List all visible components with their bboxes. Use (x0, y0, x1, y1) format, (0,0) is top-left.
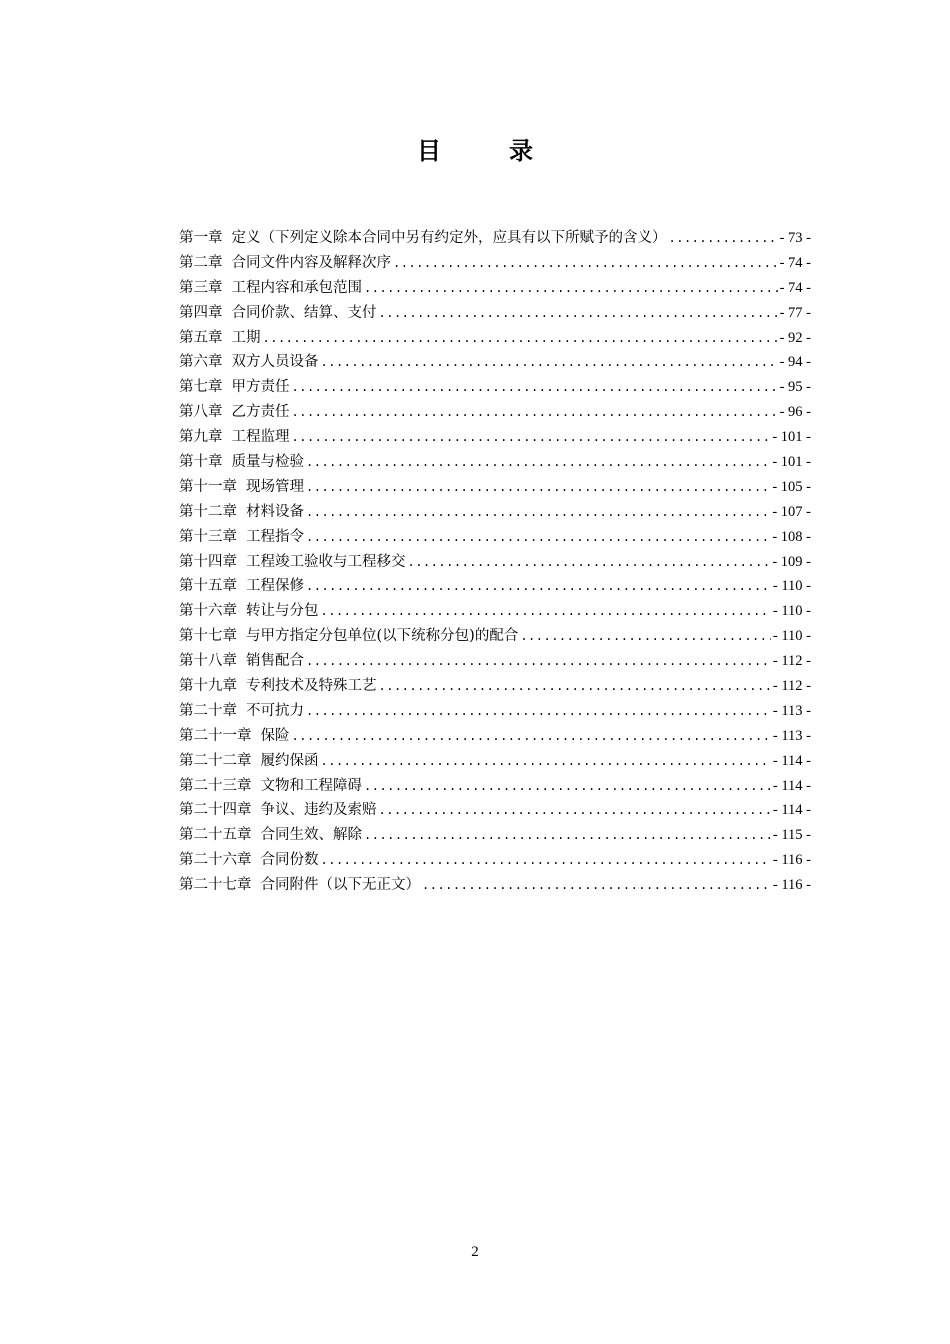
toc-entry[interactable] (179, 574, 811, 599)
table-of-contents (179, 226, 811, 898)
toc-dot-leader (321, 749, 771, 774)
toc-chapter-number: 第八章 (179, 404, 223, 421)
toc-chapter-title: 材料设备 (246, 503, 304, 520)
toc-entry[interactable] (179, 674, 811, 699)
toc-dot-leader (364, 823, 771, 848)
toc-entry[interactable] (179, 774, 811, 799)
toc-chapter-title: 合同份数 (260, 852, 319, 869)
toc-chapter-number: 第九章 (179, 429, 223, 446)
toc-page-number: - 101 - (772, 429, 811, 446)
toc-entry[interactable] (179, 276, 811, 301)
toc-page-number: - 94 - (779, 354, 811, 371)
toc-dot-leader (292, 724, 771, 749)
toc-chapter-number: 第十九章 (179, 678, 237, 695)
toc-chapter-title: 保险 (260, 727, 290, 744)
toc-chapter-number: 第十七章 (179, 628, 237, 645)
toc-entry[interactable] (179, 251, 811, 276)
toc-dot-leader (306, 450, 770, 475)
toc-page-number: - 74 - (779, 279, 811, 296)
toc-chapter-number: 第十八章 (179, 653, 237, 670)
toc-entry[interactable] (179, 749, 811, 774)
toc-chapter-title: 工程监理 (231, 429, 290, 446)
toc-chapter-title: 乙方责任 (231, 404, 290, 421)
toc-dot-leader (306, 649, 771, 674)
toc-chapter-title: 合同价款、结算、支付 (231, 304, 377, 321)
toc-chapter-title: 工程竣工验收与工程移交 (246, 553, 406, 570)
toc-entry[interactable] (179, 798, 811, 823)
toc-chapter-number: 第十二章 (179, 503, 237, 520)
toc-chapter-title: 合同文件内容及解释次序 (231, 254, 391, 271)
toc-page-number: - 113 - (772, 727, 811, 744)
toc-chapter-number: 第二章 (179, 254, 223, 271)
toc-dot-leader (408, 550, 771, 575)
toc-chapter-title: 与甲方指定分包单位(以下统称分包)的配合 (246, 628, 519, 645)
toc-chapter-title: 合同附件（以下无正文） (260, 877, 420, 894)
toc-chapter-number: 第二十六章 (179, 852, 252, 869)
toc-chapter-title: 双方人员设备 (231, 354, 319, 371)
toc-chapter-title: 销售配合 (246, 653, 304, 670)
toc-entry[interactable] (179, 599, 811, 624)
toc-page-number: - 110 - (772, 603, 811, 620)
toc-chapter-title: 工程保修 (246, 578, 304, 595)
toc-page-number: - 116 - (772, 877, 811, 894)
toc-entry[interactable] (179, 550, 811, 575)
toc-page-number: - 112 - (772, 653, 811, 670)
toc-page-number: - 112 - (772, 678, 811, 695)
toc-entry[interactable] (179, 425, 811, 450)
toc-page-number: - 101 - (772, 454, 811, 471)
toc-dot-leader (306, 574, 771, 599)
toc-page-number: - 109 - (772, 553, 811, 570)
toc-entry[interactable] (179, 873, 811, 898)
toc-entry[interactable] (179, 301, 811, 326)
toc-chapter-number: 第二十七章 (179, 877, 252, 894)
toc-page-number: - 114 - (772, 777, 811, 794)
toc-page-number: - 77 - (779, 304, 811, 321)
toc-page-number: - 105 - (772, 478, 811, 495)
toc-chapter-number: 第十五章 (179, 578, 237, 595)
toc-dot-leader (321, 848, 771, 873)
toc-chapter-title: 争议、违约及索赔 (260, 802, 377, 819)
toc-chapter-number: 第一章 (179, 230, 223, 246)
toc-dot-leader (321, 599, 771, 624)
toc-chapter-title: 质量与检验 (231, 454, 304, 471)
toc-chapter-number: 第十章 (179, 454, 223, 471)
toc-page-number: - 110 - (772, 578, 811, 595)
toc-chapter-title: 合同生效、解除 (260, 827, 362, 844)
toc-dot-leader (364, 276, 778, 301)
toc-chapter-title: 履约保函 (260, 752, 319, 769)
toc-chapter-number: 第三章 (179, 279, 223, 296)
toc-entry[interactable] (179, 624, 811, 649)
toc-dot-leader (379, 798, 771, 823)
toc-chapter-number: 第二十五章 (179, 827, 252, 844)
toc-dot-leader (306, 475, 770, 500)
toc-chapter-title: 现场管理 (246, 478, 304, 495)
toc-page-number: - 116 - (772, 852, 811, 869)
toc-dot-leader (422, 873, 771, 898)
toc-chapter-title: 甲方责任 (231, 379, 290, 396)
toc-page-number: - 110 - (772, 628, 811, 645)
toc-entry[interactable] (179, 724, 811, 749)
toc-chapter-number: 第二十三章 (179, 777, 252, 794)
toc-chapter-title: 定义（下列定义除本合同中另有约定外，应具有以下所赋予的含义） (231, 230, 667, 246)
toc-chapter-number: 第五章 (179, 329, 223, 346)
toc-chapter-number: 第七章 (179, 379, 223, 396)
toc-chapter-number: 第六章 (179, 354, 223, 371)
toc-entry[interactable] (179, 699, 811, 724)
toc-page-number: - 114 - (772, 802, 811, 819)
toc-chapter-number: 第四章 (179, 304, 223, 321)
toc-dot-leader (393, 251, 778, 276)
toc-page-number: - 114 - (772, 752, 811, 769)
toc-page-number: - 92 - (779, 329, 811, 346)
toc-dot-leader (520, 624, 771, 649)
toc-dot-leader (669, 226, 778, 251)
toc-chapter-number: 第十六章 (179, 603, 237, 620)
page-title: 目录 (417, 136, 601, 165)
toc-chapter-title: 文物和工程障碍 (260, 777, 362, 794)
page-number: 2 (471, 1244, 479, 1260)
toc-chapter-number: 第二十二章 (179, 752, 252, 769)
toc-page-number: - 74 - (779, 254, 811, 271)
toc-chapter-title: 工程指令 (246, 528, 304, 545)
toc-chapter-number: 第十四章 (179, 553, 237, 570)
toc-entry[interactable] (179, 450, 811, 475)
toc-chapter-title: 不可抗力 (246, 702, 304, 719)
toc-entry[interactable] (179, 475, 811, 500)
toc-chapter-number: 第十一章 (179, 478, 237, 495)
toc-chapter-title: 工程内容和承包范围 (231, 279, 362, 296)
toc-entry[interactable] (179, 823, 811, 848)
toc-chapter-title: 专利技术及特殊工艺 (246, 678, 377, 695)
toc-page-number: - 113 - (772, 702, 811, 719)
toc-dot-leader (306, 500, 770, 525)
toc-dot-leader (379, 674, 771, 699)
toc-entry[interactable] (179, 525, 811, 550)
toc-entry[interactable] (179, 375, 811, 400)
toc-page-number: - 73 - (779, 230, 811, 246)
toc-dot-leader (292, 425, 771, 450)
toc-page-number: - 96 - (779, 404, 811, 421)
toc-entry[interactable] (179, 400, 811, 425)
toc-dot-leader (379, 301, 778, 326)
toc-entry[interactable] (179, 848, 811, 873)
toc-chapter-number: 第十三章 (179, 528, 237, 545)
toc-dot-leader (364, 774, 771, 799)
toc-dot-leader (321, 350, 778, 375)
toc-entry[interactable] (179, 350, 811, 375)
toc-chapter-number: 第二十章 (179, 702, 237, 719)
toc-dot-leader (306, 699, 771, 724)
toc-entry[interactable] (179, 500, 811, 525)
toc-entry[interactable] (179, 226, 811, 251)
toc-chapter-number: 第二十一章 (179, 727, 252, 744)
toc-page-number: - 107 - (772, 503, 811, 520)
toc-page-number: - 115 - (772, 827, 811, 844)
toc-dot-leader (292, 375, 778, 400)
toc-entry[interactable] (179, 649, 811, 674)
toc-dot-leader (306, 525, 770, 550)
toc-page-number: - 95 - (779, 379, 811, 396)
toc-entry[interactable] (179, 326, 811, 351)
toc-chapter-title: 工期 (231, 329, 261, 346)
toc-dot-leader (292, 400, 778, 425)
toc-page-number: - 108 - (772, 528, 811, 545)
toc-chapter-number: 第二十四章 (179, 802, 252, 819)
toc-dot-leader (263, 326, 778, 351)
toc-chapter-title: 转让与分包 (246, 603, 319, 620)
